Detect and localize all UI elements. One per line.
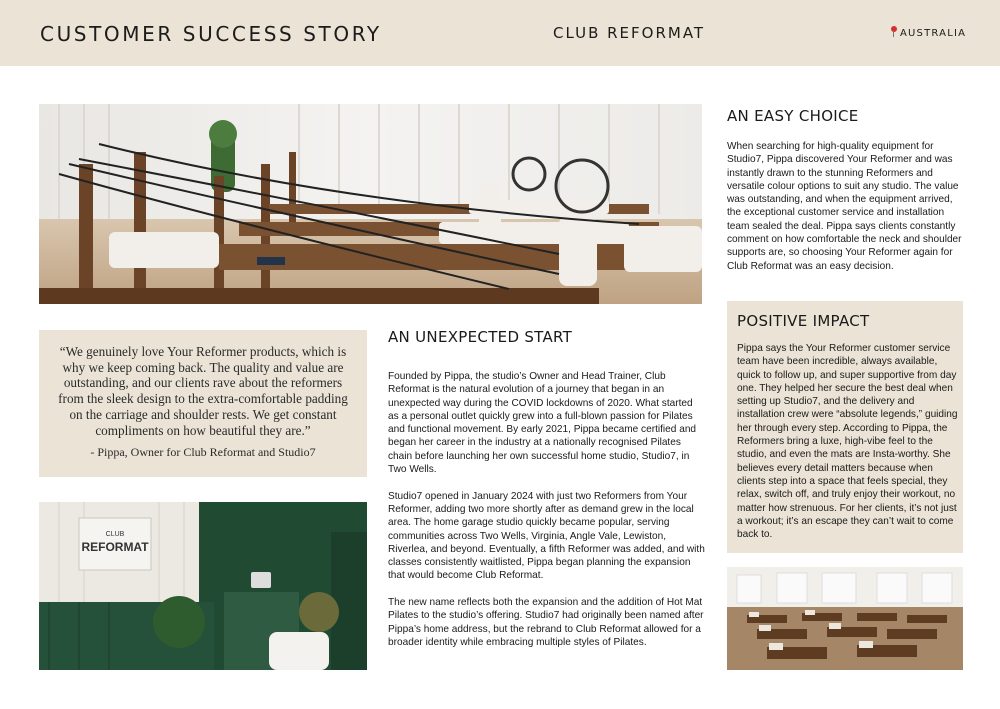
brand-name: CLUB REFORMAT xyxy=(553,24,706,42)
location-label xyxy=(890,28,966,39)
easy-choice-heading: AN EASY CHOICE xyxy=(727,107,859,125)
studio-reformers-image xyxy=(39,104,702,304)
hero-photo xyxy=(39,104,702,304)
positive-impact-body: Pippa says the Your Reformer customer service team have been incredible, always available, quick to follow up, and super supportive from day one. They helped her secure the best deal when setting up Studio7, and the delivery and installation crew were “absolute legends,” guiding her through every step. According to Pippa, the Reformers bring a luxe, high-vibe feel to the studio, and even the mats are Insta-worthy. She believes every detail matters because when clients step into a space that feels special, they relax, switch off, and truly enjoy their workout, no matter how strenuous. For her clients, it’s not just a workout; it’s an escape they can’t wait to come back to. xyxy=(737,343,958,541)
unexpected-start-body xyxy=(388,370,706,663)
studio-overview-image xyxy=(727,567,963,670)
reception-image xyxy=(39,502,367,670)
unexpected-start-heading: AN UNEXPECTED START xyxy=(388,328,573,346)
unexpected-start-paragraph-3: The new name reflects both the expansion and the addition of Hot Mat Pilates to the studio’s offering. Studio7 had originally been named after Pippa’s home address, but the rebrand to Club Reformat allowed for a broader identity while embracing multiple styles of Pilates. xyxy=(388,597,704,648)
testimonial-quote: “We genuinely love Your Reformer products, which is why we keep coming back. The quality and value are outstanding, and our clients rave about the reformers from the sleek design to the extra-comfortable padding on the carriage and shoulder rests. We get constant compliments on how beautiful they are.” xyxy=(58,344,348,438)
testimonial-quote-box xyxy=(39,330,367,477)
unexpected-start-paragraph-1: Founded by Pippa, the studio’s Owner and Head Trainer, Club Reformat is the natural evolution of a journey that began in an unexpected way during the COVID lockdowns of 2020. What started as a personal outlet quickly grew into a full-blown passion for Pilates and functional movement. By early 2021, Pippa became certified and began her career in the industry at a nationally recognised Pilates chain before launching her own successful home studio, Studio7, in Two Wells. xyxy=(388,371,697,476)
location-text: AUSTRALIA xyxy=(900,28,967,39)
page-title: CUSTOMER SUCCESS STORY xyxy=(40,22,382,46)
unexpected-start-paragraph-2: Studio7 opened in January 2024 with just two Reformers from Your Reformer, adding two more shortly after as demand grew in the local area. The home garage studio quickly became popular, serving communities across Two Wells, Virginia, Angle Vale, Lewiston, Riverlea, and beyond. Eventually, a fifth Reformer was added, and with classes consistently waitlisted, Pippa began planning the expansion that would become Club Reformat. xyxy=(388,490,705,582)
testimonial-attribution: - Pippa, Owner for Club Reformat and Studio7 xyxy=(90,445,316,460)
svg-text:REFORMAT: REFORMAT xyxy=(81,540,149,554)
positive-impact-heading: POSITIVE IMPACT xyxy=(737,312,870,330)
easy-choice-body: When searching for high-quality equipment for Studio7, Pippa discovered Your Reformer and was instantly drawn to the stunning Reformers and versatile colour options to suit any studio. The value was outstanding, and when the equipment arrived, the exceptional customer service and installation team sealed the deal. Pippa says clients constantly comment on how comfortable the neck and shoulder supports are, so choosing Your Reformer again for Club Reformat was an easy decision. xyxy=(727,141,962,272)
studio-overview-photo xyxy=(727,567,963,670)
reception-photo xyxy=(39,502,367,670)
map-pin-icon xyxy=(890,26,898,36)
page-header xyxy=(0,0,1000,66)
svg-text:CLUB: CLUB xyxy=(105,531,125,538)
